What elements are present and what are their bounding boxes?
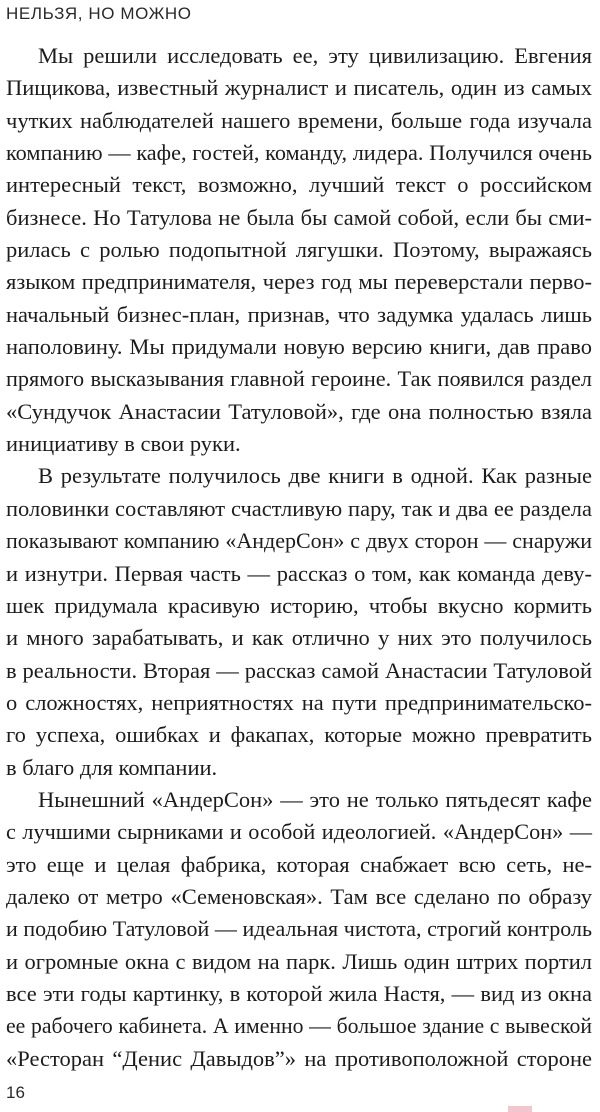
page-number: 16 (6, 1083, 25, 1102)
text-line: Нынешний «АндерСон» — это не только пятьдесят кафе (38, 786, 592, 812)
running-head: НЕЛЬЗЯ, НО МОЖНО (6, 4, 192, 23)
text-line: все эти годы картинку, в которой жила Настя, — вид из окна (6, 980, 592, 1006)
text-line: шек придумала красивую историю, чтобы вкусно кормить (6, 592, 592, 618)
text-line: бизнесе. Но Татулова не была бы самой собой, если бы сми- (6, 204, 592, 230)
text-line: половинки составляют счастливую пару, так и два ее раздела (6, 495, 592, 521)
text-line: «Ресторан “Денис Давыдов”» на противоположной стороне (6, 1045, 592, 1071)
corner-mark (508, 1106, 532, 1112)
text-line: и много зарабатывать, и как отлично у них это получилось (6, 625, 592, 651)
text-line: начальный бизнес-план, признав, что задумка удалась лишь (6, 301, 592, 327)
text-line: прямого высказывания главной героине. Так появился раздел (6, 366, 592, 392)
text-line: го успеха, ошибках и факапах, которые можно превратить (6, 722, 592, 748)
text-line: и изнутри. Первая часть — рассказ о том, как команда деву- (6, 560, 592, 586)
text-line: Мы решили исследовать ее, эту цивилизацию. Евгения (38, 43, 592, 68)
text-line: наполовину. Мы придумали новую версию книги, дав право (6, 334, 592, 360)
body-text (6, 40, 592, 1075)
text-line: чутких наблюдателей нашего времени, больше года изучала (6, 107, 592, 133)
text-line: «Сундучок Анастасии Татуловой», где она полностью взяла (6, 398, 592, 424)
text-line: языком предпринимателя, через год мы переверстали перво- (6, 269, 592, 295)
text-line: компанию — кафе, гостей, команду, лидера. Получился очень (6, 140, 592, 166)
text-line: далеко от метро «Семеновская». Там все сделано по образу (6, 883, 592, 909)
text-line: В результате получилось две книги в одной. Как разные (38, 463, 592, 489)
text-line: Пищикова, известный журналист и писатель, один из самых (6, 75, 592, 101)
text-line: с лучшими сырниками и особой идеологией. «АндерСон» — (6, 819, 592, 845)
text-line: это еще и целая фабрика, которая снабжает всю сеть, не- (6, 851, 592, 877)
text-line: о сложностях, неприятностях на пути предпринимательско- (6, 689, 592, 715)
text-line: и подобию Татуловой — идеальная чистота, строгий контроль (6, 916, 592, 942)
text-line: и огромные окна с видом на парк. Лишь один штрих портил (6, 948, 592, 974)
text-line: рилась с ролью подопытной лягушки. Поэтому, выражаясь (6, 237, 592, 263)
text-line: в реальности. Вторая — рассказ самой Анастасии Татуловой (6, 657, 592, 683)
text-line: в благо для компании. (6, 754, 218, 780)
text-line: ее рабочего кабинета. А именно — большое здание с вывеской (6, 1014, 592, 1039)
text-line: показывают компанию «АндерСон» с двух сторон — снаружи (6, 528, 592, 554)
text-line: инициативу в свои руки. (6, 431, 241, 457)
text-line: интересный текст, возможно, лучший текст о российском (6, 172, 592, 198)
